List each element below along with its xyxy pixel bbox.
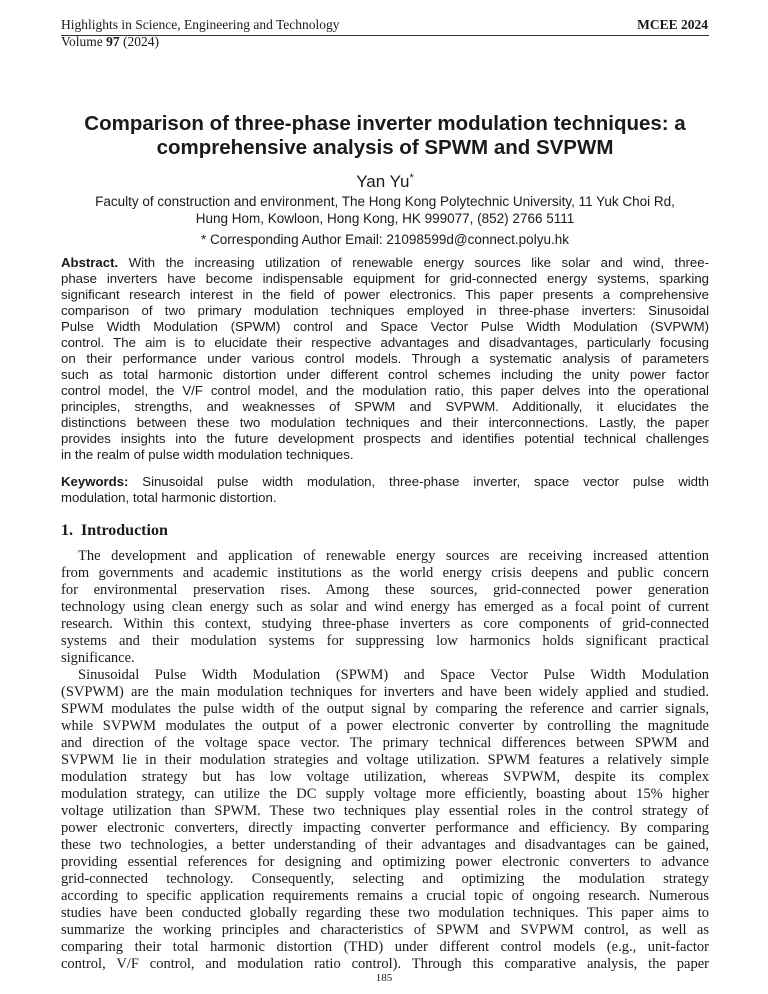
abstract-line: significant research interest in the field of power electronics. This paper presents a comprehensive [61,287,709,302]
body-line: SVPWM lie in their modulation strategies and voltage utilization. SPWM features a relatively simple [61,752,709,768]
body-line: while SVPWM modulates the output of a power electronic converter by controlling the magnitude [61,718,709,734]
abstract-line: such as total harmonic distortion under different control schemes including the unity power factor [61,367,709,382]
keywords-line: modulation, total harmonic distortion. [61,490,277,505]
body-line: systems and their modulation systems for suppressing low harmonics holds significant practical [61,633,709,649]
abstract-label: Abstract. [61,255,119,270]
body-line: Sinusoidal Pulse Width Modulation (SPWM) and Space Vector Pulse Width Modulation [78,667,709,683]
body-line: summarize the working principles and characteristics of SPWM and SVPWM control, as well as [61,922,709,938]
body-line: studies have been conducted globally regarding these two modulation techniques. This paper aims to [61,905,709,921]
abstract-line: Abstract. With the increasing utilization of renewable energy sources like solar and wind, three- [61,255,709,270]
body-line: modulation strategy but has low voltage utilization, whereas SVPWM, despite its complex [61,769,709,785]
body-line: for environmental preservation rises. Among these sources, grid-connected power generation [61,582,709,598]
volume-line: Volume 97 (2024) [61,34,160,49]
affiliation-line-2: Hung Hom, Kowloon, Hong Kong, HK 999077, (852) 2766 5111 [195,211,575,226]
affiliation-line-1: Faculty of construction and environment, The Hong Kong Polytechnic University, 11 Yuk Choi Rd, [95,194,675,209]
author [61,168,709,192]
body-line: grid-connected technology. Consequently, selecting and optimizing the modulation strategy [61,871,709,887]
section-number: 1. [61,522,73,539]
body-line: power electronic converters, directly impacting converter performance and efficiency. By comparing [61,820,709,836]
paper-title-line-1: Comparison of three-phase inverter modulation techniques: a [84,112,686,135]
abstract-line: provides insights into the future development prospects and identifies potential technical challenges [61,431,709,446]
abstract-line: in the realm of pulse width modulation techniques. [61,447,354,462]
corresponding-email: * Corresponding Author Email: 21098599d@connect.polyu.hk [201,232,569,247]
abstract-line: comparison of two primary modulation techniques employed in three-phase inverters: Sinusoidal [61,303,709,318]
page-number: 185 [375,972,393,984]
body-line: research. Within this context, studying three-phase inverters as core components of grid-connected [61,616,709,632]
body-line: comparing their total harmonic distortion (THD) under different control models (e.g., unit-factor [61,939,709,955]
body-line: modulation strategy, can utilize the DC supply voltage more efficiently, boasting about 15% higher [61,786,709,802]
abstract-line: control. The aim is to elucidate their respective advantages and disadvantages, particularly focusing [61,335,709,350]
body-line: providing essential references for designing and optimizing power electronic converters to advance [61,854,709,870]
volume-number: 97 [106,34,120,49]
abstract-line: on their performance under various control models. Through a systematic analysis of parameters [61,351,709,366]
abstract-line: principles, strengths, and weaknesses of SPWM and SVPWM. Additionally, it elucidates the [61,399,709,414]
body-line: these two technologies, a better understanding of their advantages and disadvantages can be gained, [61,837,709,853]
body-line: technology using clean energy such as solar and wind energy has emerged as a focal point of current [61,599,709,615]
body-line: (SVPWM) are the main modulation techniques for inverters and have been widely applied and studied. [61,684,709,700]
section-heading [61,521,168,540]
body-line: and direction of the voltage space vector. The primary technical differences between SPWM and [61,735,709,751]
journal-name: Highlights in Science, Engineering and Technology [61,17,340,32]
body-line: SPWM modulates the pulse width of the output signal by comparing the reference and carrier signals, [61,701,709,717]
keywords-label: Keywords: [61,474,129,489]
author-mark: * [409,172,414,184]
abstract-line: control model, the V/F control model, and the modulation ratio, this paper delves into the operational [61,383,709,398]
abstract-line: distinctions between these two modulation techniques and their interconnections. Lastly, the paper [61,415,709,430]
author-name: Yan Yu [356,172,410,191]
section-title: Introduction [81,522,168,539]
abstract-line: Pulse Width Modulation (SPWM) control and Space Vector Pulse Width Modulation (SVPWM) [61,319,709,334]
body-line: according to specific application requirements remains a crucial topic of ongoing research. Numerous [61,888,709,904]
conference-name: MCEE 2024 [637,17,708,32]
body-line: The development and application of renewable energy sources are receiving increased attention [78,548,709,564]
body-line: from governments and academic institutions as the world energy crisis deepens and public concern [61,565,709,581]
body-line: control, V/F control, and modulation ratio control). Through this comparative analysis, the paper [61,956,709,972]
abstract-line: phase inverters have become indispensable equipment for grid-connected energy systems, sparking [61,271,709,286]
body-line: voltage utilization than SPWM. These two techniques play essential roles in the control strategy of [61,803,709,819]
paper-title-line-2: comprehensive analysis of SPWM and SVPWM [156,136,614,159]
body-line: significance. [61,650,135,666]
keywords-line: Keywords: Sinusoidal pulse width modulation, three-phase inverter, space vector pulse width [61,474,709,489]
